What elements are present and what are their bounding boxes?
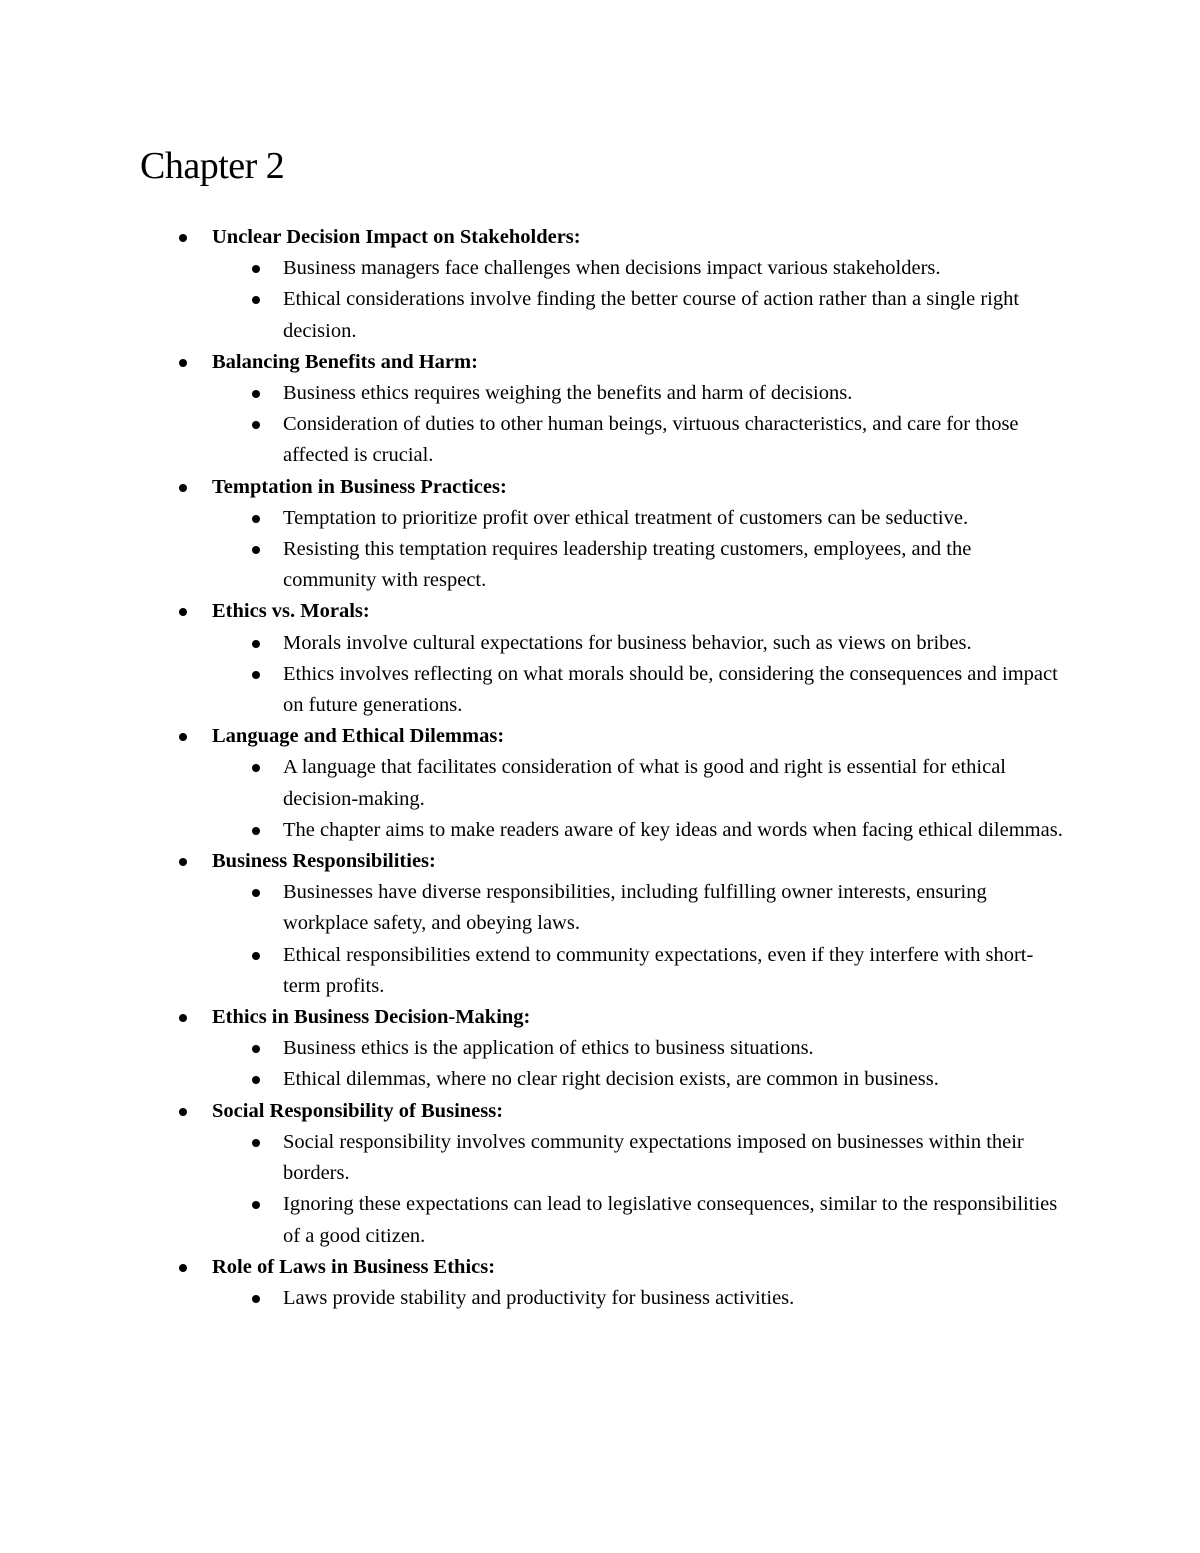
section-heading: Ethics in Business Decision-Making: — [212, 1006, 531, 1029]
outline-section — [0, 472, 1200, 597]
bullet-icon — [179, 858, 187, 866]
list-item-text: A language that facilitates consideration of what is good and right is essential for ethical decision-making. — [283, 756, 1006, 810]
list-item — [0, 1189, 1063, 1251]
bullet-icon — [252, 546, 260, 554]
section-heading: Balancing Benefits and Harm: — [212, 350, 478, 373]
bullet-icon — [179, 234, 187, 242]
list-item-text: Consideration of duties to other human beings, virtuous characteristics, and care for those affected is crucial. — [283, 413, 1019, 467]
list-item-text: Business ethics is the application of ethics to business situations. — [283, 1037, 814, 1060]
list-item-text: Ethical responsibilities extend to community expectations, even if they interfere with short-term profits. — [283, 943, 1034, 997]
list-item-text: Ethical dilemmas, where no clear right decision exists, are common in business. — [283, 1068, 939, 1091]
sub-bullet-list — [212, 1283, 1200, 1314]
bullet-icon — [252, 671, 260, 679]
bullet-icon — [252, 1045, 260, 1053]
bullet-icon — [252, 390, 260, 398]
list-item — [0, 253, 1063, 284]
list-item — [0, 877, 1063, 939]
sub-bullet-list — [212, 378, 1200, 472]
list-item — [0, 1127, 1063, 1189]
list-item-text: Ignoring these expectations can lead to legislative consequences, similar to the responsibilities of a good citizen. — [283, 1193, 1058, 1247]
list-item — [0, 378, 1063, 409]
section-heading: Business Responsibilities: — [212, 850, 436, 873]
bullet-icon — [179, 1014, 187, 1022]
list-item-text: Resisting this temptation requires leadership treating customers, employees, and the community with respect. — [283, 538, 972, 592]
bullet-icon — [179, 608, 187, 616]
bullet-icon — [179, 733, 187, 741]
list-item — [0, 752, 1063, 814]
bullet-icon — [252, 889, 260, 897]
list-item — [0, 1064, 1063, 1095]
bullet-icon — [179, 1264, 187, 1272]
bullet-icon — [252, 1295, 260, 1303]
outline-section — [0, 1096, 1200, 1252]
list-item — [0, 815, 1063, 846]
sub-bullet-list — [212, 503, 1200, 597]
list-item — [0, 940, 1063, 1002]
section-heading: Language and Ethical Dilemmas: — [212, 725, 505, 748]
section-heading: Social Responsibility of Business: — [212, 1099, 504, 1122]
list-item-text: Social responsibility involves community expectations imposed on businesses within their borders. — [283, 1130, 1024, 1185]
list-item-text: Morals involve cultural expectations for business behavior, such as views on bribes. — [283, 631, 972, 654]
section-heading: Temptation in Business Practices: — [212, 475, 507, 498]
list-item — [0, 409, 1063, 471]
bullet-icon — [179, 359, 187, 367]
list-item — [0, 1283, 1063, 1314]
list-item-text: Laws provide stability and productivity for business activities. — [283, 1286, 795, 1309]
bullet-icon — [252, 952, 260, 960]
bullet-icon — [252, 421, 260, 429]
section-heading: Role of Laws in Business Ethics: — [212, 1255, 496, 1278]
outline-section — [0, 1002, 1200, 1096]
list-item — [0, 284, 1063, 346]
list-item-text: Business ethics requires weighing the benefits and harm of decisions. — [283, 382, 853, 405]
list-item-text: Ethical considerations involve finding the better course of action rather than a single right decision. — [283, 288, 1020, 342]
list-item-text: Ethics involves reflecting on what morals should be, considering the consequences and impact on future generations. — [283, 662, 1058, 717]
sub-bullet-list — [212, 877, 1200, 1002]
list-item-text: Temptation to prioritize profit over ethical treatment of customers can be seductive. — [283, 506, 969, 529]
bullet-icon — [252, 296, 260, 304]
list-item-text: The chapter aims to make readers aware of key ideas and words when facing ethical dilemmas. — [283, 818, 1063, 841]
section-heading: Ethics vs. Morals: — [212, 600, 370, 623]
outline-section — [0, 1252, 1200, 1314]
bullet-outline — [0, 222, 1200, 1314]
outline-section — [0, 846, 1200, 1002]
bullet-icon — [252, 265, 260, 273]
bullet-icon — [179, 484, 187, 492]
sub-bullet-list — [212, 1127, 1200, 1252]
list-item-text: Business managers face challenges when decisions impact various stakeholders. — [283, 257, 941, 280]
bullet-icon — [252, 1139, 260, 1147]
page-title: Chapter 2 — [140, 145, 285, 187]
list-item — [0, 1033, 1063, 1064]
section-heading: Unclear Decision Impact on Stakeholders: — [212, 226, 581, 248]
bullet-icon — [252, 515, 260, 523]
list-item — [0, 659, 1063, 721]
bullet-icon — [252, 827, 260, 835]
bullet-icon — [252, 1076, 260, 1084]
list-item-text: Businesses have diverse responsibilities, including fulfilling owner interests, ensuring workplace safety, and obeying laws. — [283, 881, 987, 935]
sub-bullet-list — [212, 253, 1200, 347]
bullet-icon — [252, 640, 260, 648]
bullet-icon — [179, 1108, 187, 1116]
sub-bullet-list — [212, 752, 1200, 846]
bullet-icon — [252, 764, 260, 772]
outline-section — [0, 596, 1200, 721]
list-item — [0, 628, 1063, 659]
outline-section — [0, 347, 1200, 472]
list-item — [0, 503, 1063, 534]
bullet-icon — [252, 1201, 260, 1209]
sub-bullet-list — [212, 628, 1200, 722]
sub-bullet-list — [212, 1033, 1200, 1095]
list-item — [0, 534, 1063, 596]
outline-section — [0, 721, 1200, 846]
outline-section — [0, 222, 1200, 347]
